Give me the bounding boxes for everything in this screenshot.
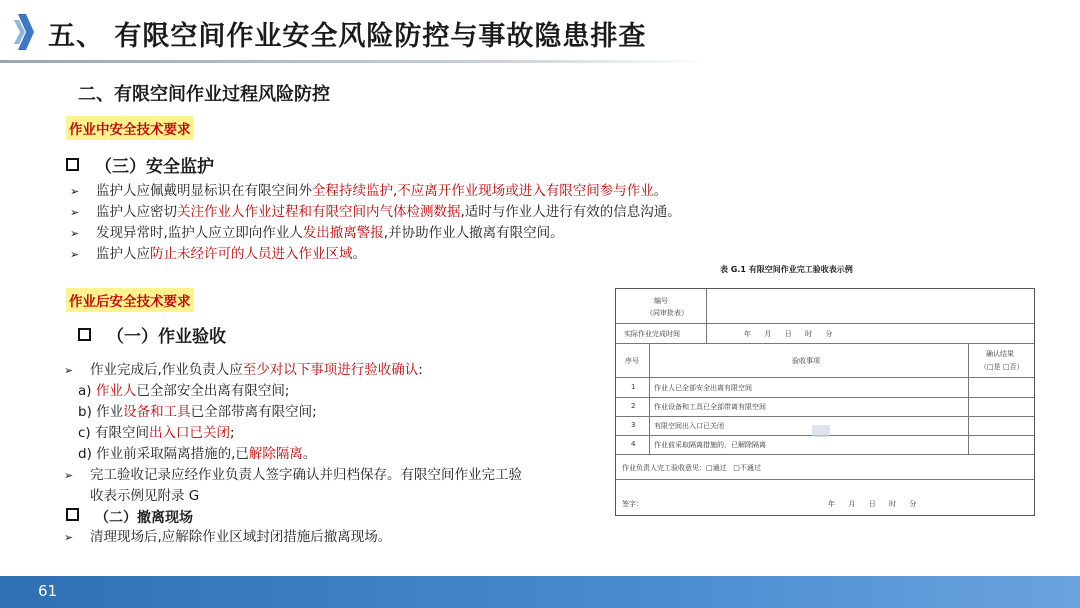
table-cell: 年 月 日 时 分 [744, 330, 833, 338]
list-item [64, 465, 522, 486]
tag-during-work: 作业中安全技术要求 [66, 116, 194, 140]
text-pre: 作业完成后,作业负责人应 [90, 362, 243, 378]
list-item [70, 244, 681, 265]
text-emphasis: 关注作业人作业过程和有限空间内气体检测数据 [177, 204, 461, 220]
table-cell: 作业设备和工具已全部带离有限空间 [654, 403, 766, 411]
evacuate-text: 清理现场后,应解除作业区域封闭措施后撤离现场。 [90, 529, 392, 545]
acceptance-table [615, 288, 1035, 516]
arrow-bullet-icon: ➢ [70, 185, 80, 198]
table-header-confirm: 确认结果 [986, 350, 1014, 358]
record-text-line1: 完工验收记录应经作业负责人签字确认并归档保存。有限空间作业完工验 [90, 467, 522, 483]
table-cell: 编号 [654, 297, 668, 305]
page-number: 61 [38, 582, 58, 600]
list-item [64, 360, 522, 381]
table-header-item: 验收事项 [792, 357, 820, 365]
heading-evacuate-site [66, 507, 193, 527]
arrow-bullet-icon: ➢ [70, 248, 80, 261]
text-post: 已全部安全出离有限空间; [136, 383, 290, 399]
arrow-bullet-icon: ➢ [64, 469, 74, 482]
text-post: ; [229, 425, 235, 441]
table-cell: 4 [631, 440, 636, 448]
heading-text: （一）作业验收 [107, 327, 226, 347]
text-emphasis: 作业人 [95, 383, 137, 399]
title-divider [0, 60, 710, 63]
table-sign-label: 签字： [622, 500, 643, 508]
text-pre: a) [78, 383, 96, 399]
text-emphasis: 发出撤离警报 [302, 225, 384, 241]
text-post: ,适时与作业人进行有效的信息沟通。 [460, 204, 681, 220]
acceptance-block [64, 360, 522, 507]
table-cell: （同审批表） [646, 309, 688, 317]
record-text-line2: 收表示例见附录 G [90, 488, 200, 504]
table-opinion: 作业负责人完工验收意见：□通过 □不通过 [622, 464, 761, 472]
text-emphasis: 解除隔离 [248, 446, 303, 462]
text-emphasis: 全程持续监护,不应离开作业现场或进入有限空间参与作业 [312, 183, 654, 199]
acceptance-item [64, 381, 522, 402]
square-bullet-icon [66, 508, 79, 521]
table-cell: 1 [631, 383, 636, 391]
text-pre: b) 作业 [78, 404, 124, 420]
arrow-bullet-icon: ➢ [70, 227, 80, 240]
table-cell: 2 [631, 402, 636, 410]
supervision-bullet-list [70, 181, 681, 265]
list-item [70, 181, 681, 202]
text-pre: 监护人应佩戴明显标识在有限空间外 [96, 183, 312, 199]
page-title: 五、 有限空间作业安全风险防控与事故隐患排查 [48, 21, 647, 52]
table-caption: 表 G.1 有限空间作业完工验收表示例 [720, 265, 853, 274]
watermark-icon [812, 425, 830, 437]
arrow-bullet-icon: ➢ [64, 364, 74, 377]
text-emphasis: 至少对以下事项进行验收确认 [242, 362, 419, 378]
heading-safety-supervision [66, 152, 214, 177]
text-pre: c) 有限空间 [78, 425, 149, 441]
acceptance-item [64, 402, 522, 423]
text-pre: 监护人应 [96, 246, 150, 262]
table-header-confirm-options: （□是 □否） [980, 363, 1024, 371]
text-pre: 监护人应密切 [96, 204, 177, 220]
arrow-bullet-icon: ➢ [70, 206, 80, 219]
table-sign-date: 年 月 日 时 分 [828, 500, 917, 508]
square-bullet-icon [78, 328, 91, 341]
list-item [70, 223, 681, 244]
square-bullet-icon [66, 158, 79, 171]
text-pre: 发现异常时,监护人应立即向作业人 [96, 225, 303, 241]
title-chevron-icon [14, 12, 36, 52]
acceptance-item [64, 423, 522, 444]
text-emphasis: 出入口已关闭 [148, 425, 230, 441]
text-post: 。 [653, 183, 668, 199]
table-cell: 作业前采取隔离措施的，已解除隔离 [654, 441, 766, 449]
table-cell: 3 [631, 421, 636, 429]
acceptance-item [64, 444, 522, 465]
arrow-bullet-icon: ➢ [64, 531, 74, 544]
table-cell: 有限空间出入口已关闭 [654, 422, 724, 430]
heading-text: （二）撤离现场 [95, 510, 193, 526]
footer-bar [0, 576, 1080, 608]
text-post: 。 [352, 246, 366, 262]
section-subtitle: 二、有限空间作业过程风险防控 [78, 84, 330, 105]
tag-after-work: 作业后安全技术要求 [66, 288, 194, 312]
text-emphasis: 防止未经许可的人员进入作业区域 [150, 246, 353, 262]
text-emphasis: 设备和工具 [123, 404, 191, 420]
text-post: 已全部带离有限空间; [190, 404, 317, 420]
table-cell: 实际作业完成时间 [624, 330, 680, 338]
table-header-seq: 序号 [625, 357, 639, 365]
heading-work-acceptance [78, 322, 226, 347]
table-cell: 作业人已全部安全出离有限空间 [654, 384, 752, 392]
list-item [64, 527, 391, 548]
text-post: : [418, 362, 423, 378]
text-pre: d) 作业前采取隔离措施的,已 [78, 446, 249, 462]
text-post: ,并协助作业人撤离有限空间。 [383, 225, 564, 241]
heading-text: （三）安全监护 [95, 157, 214, 177]
list-item [70, 202, 681, 223]
text-post: 。 [302, 446, 317, 462]
